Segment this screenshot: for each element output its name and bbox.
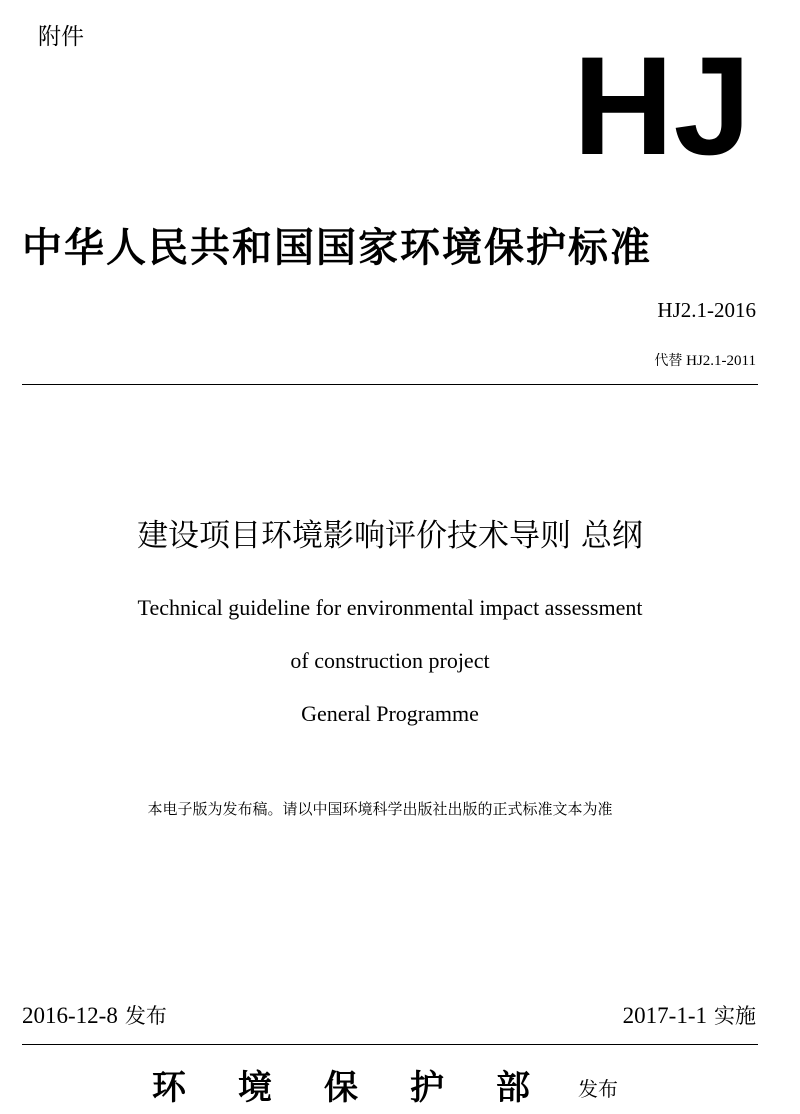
implementation-label: 实施	[714, 1004, 756, 1028]
issue-date-line	[22, 1000, 167, 1030]
bottom-divider	[22, 1044, 758, 1045]
issuing-authority: 环境保护部	[152, 1068, 582, 1108]
title-english-line-2: of construction project	[290, 648, 490, 673]
implementation-date-line	[623, 1000, 756, 1030]
issuing-authority-suffix: 发布	[578, 1077, 618, 1101]
title-chinese: 建设项目环境影响评价技术导则 总纲	[137, 518, 643, 554]
hj-logo	[572, 52, 752, 156]
attachment-label: 附件	[38, 24, 84, 50]
replaces-number: HJ2.1-2011	[686, 353, 756, 369]
replaces-label: 代替	[654, 353, 683, 369]
hj-logo-text: HJ	[573, 52, 751, 156]
title-english-line-3: General Programme	[301, 701, 479, 726]
title-english-line-1: Technical guideline for environmental impact assessment	[137, 595, 643, 620]
electronic-version-notice: 本电子版为发布稿。请以中国环境科学出版社出版的正式标准文本为准	[147, 800, 613, 818]
replaces-line	[654, 350, 756, 370]
standard-number: HJ2.1-2016	[657, 298, 756, 322]
issue-label: 发布	[124, 1004, 167, 1028]
implementation-date: 2017-1-1	[622, 1003, 707, 1028]
organization-title: 中华人民共和国国家环境保护标准	[22, 225, 652, 271]
top-divider	[22, 384, 758, 385]
issue-date: 2016-12-8	[22, 1003, 118, 1028]
